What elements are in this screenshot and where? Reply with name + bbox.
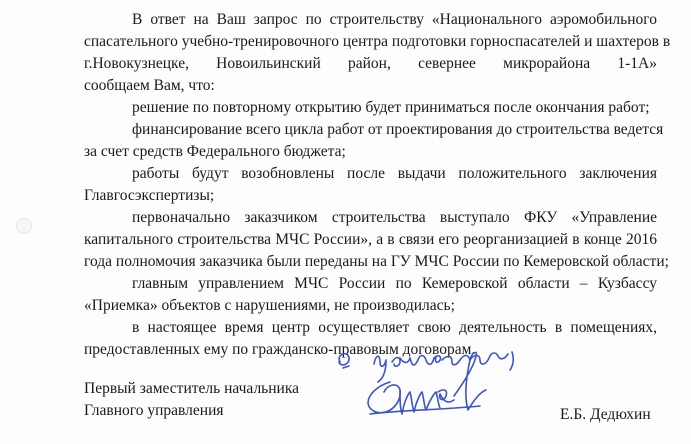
body-line-8: работы будут возобновлены после выдачи положительного заключения	[132, 165, 657, 182]
body-line-11: капитального строительства МЧС России», а в связи его реорганизацией в конце 2016	[84, 231, 657, 248]
signatory-title-line-1: Первый заместитель начальника	[84, 380, 300, 397]
body-line-16: предоставленных ему по гражданско-правовым договорам.	[84, 341, 476, 358]
body-line-10: первоначально заказчиком строительства выступало ФКУ «Управление	[132, 209, 657, 226]
body-line-14: «Приемка» объектов с нарушениями, не производилась;	[84, 297, 455, 314]
body-line-7: за счет средств Федерального бюджета;	[84, 143, 346, 160]
body-line-15: в настоящее время центр осуществляет свою деятельность в помещениях,	[132, 319, 657, 336]
body-line-5: решение по повторному открытию будет приниматься после окончания работ;	[132, 99, 650, 116]
signatory-title-line-2: Главного управления	[84, 402, 224, 419]
body-line-1: В ответ на Ваш запрос по строительству «Национального аэромобильного	[132, 11, 657, 28]
signatory-name: Е.Б. Дедюхин	[560, 406, 651, 423]
handwritten-signature	[330, 330, 560, 430]
body-line-9: Главгосэкспертизы;	[84, 187, 215, 204]
body-line-13: главным управлением МЧС России по Кемеровской области – Кузбассу	[132, 275, 657, 292]
body-line-3: г.Новокузнецке, Новоильинский район, севернее микрорайона 1-1А»	[84, 55, 657, 72]
body-line-2: спасательного учебно-тренировочного центра подготовки горноспасателей и шахтеров в	[84, 33, 671, 50]
body-line-12: года полномочия заказчика были переданы на ГУ МЧС России по Кемеровской области;	[84, 253, 669, 270]
punch-hole	[16, 218, 32, 234]
body-line-6: финансирование всего цикла работ от проектирования до строительства ведется	[132, 121, 664, 138]
body-line-4: сообщаем Вам, что:	[84, 77, 215, 94]
